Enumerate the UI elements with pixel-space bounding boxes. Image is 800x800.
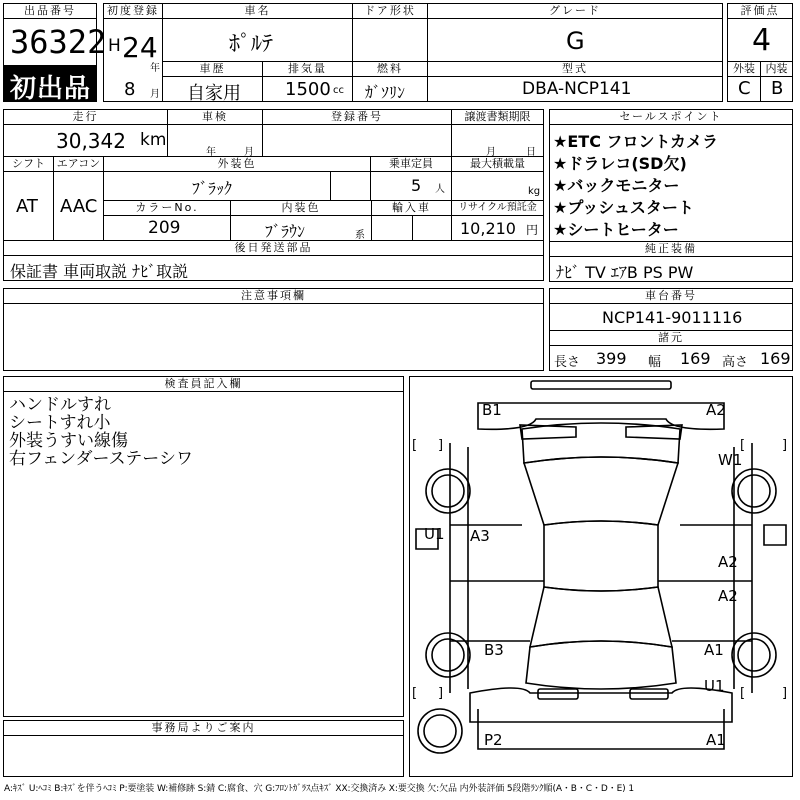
damage-diagram-frame xyxy=(409,376,793,777)
later-parts: 保証書 車両取説 ﾅﾋﾞ取説 xyxy=(10,262,189,281)
aircon-cell xyxy=(53,171,104,241)
int-color-suffix: 系 xyxy=(355,230,365,241)
sales-point-item: ★プッシュスタート xyxy=(553,198,694,217)
sales-point-item: ★ドラレコ(SD欠) xyxy=(553,154,687,173)
chassis-header: 車台番号 xyxy=(549,288,793,304)
aircon-header: エアコン xyxy=(53,156,104,172)
int-color-header: 内装色 xyxy=(230,200,372,216)
displacement-header: 排気量 xyxy=(262,61,353,77)
score-cell xyxy=(727,18,793,62)
sales-point-item: ★シートヒーター xyxy=(553,220,679,239)
registration-year: 24 xyxy=(122,31,158,64)
rear-bumper-outline xyxy=(478,709,724,749)
first-listing-label: 初出品 xyxy=(10,74,92,104)
int-color: ﾌﾞﾗｳﾝ xyxy=(265,222,306,241)
fuel: ｶﾞｿﾘﾝ xyxy=(365,83,406,102)
car-name-cell xyxy=(162,18,353,62)
registration-era: H xyxy=(108,36,121,56)
mileage-unit: km xyxy=(140,130,167,150)
front-bumper-strip xyxy=(531,381,671,389)
length-label: 長さ xyxy=(554,355,581,370)
inspection-cell xyxy=(167,124,263,157)
left-bracket-bottom: [ xyxy=(412,686,418,701)
later-parts-cell xyxy=(3,255,544,281)
genuine-equipment-cell xyxy=(549,256,793,282)
history-cell xyxy=(162,76,263,102)
ext-color-header: 外装色 xyxy=(103,156,371,172)
inspector-note-line: シートすれ小 xyxy=(9,413,111,433)
right-bracket-bottom: [ xyxy=(740,686,746,701)
import-cell xyxy=(371,215,452,241)
chassis-cell xyxy=(549,303,793,331)
front-right-wheel-inner xyxy=(738,475,770,507)
right-bracket-top: [ xyxy=(740,438,746,453)
genuine-equipment: ﾅﾋﾞ TV ｴｱB PS PW xyxy=(556,263,694,282)
model-code: DBA-NCP141 xyxy=(522,79,632,99)
chassis-number: NCP141-9011116 xyxy=(602,308,743,327)
inspection-header: 車検 xyxy=(167,109,263,125)
model-code-header: 型式 xyxy=(427,61,723,77)
int-color-cell xyxy=(230,215,372,241)
inspector-note-line: 右フェンダーステーシワ xyxy=(9,449,193,469)
mark-b1: B1 xyxy=(482,401,502,419)
grade: G xyxy=(566,27,585,55)
registration-month: 8 xyxy=(124,79,136,100)
capacity-unit: 人 xyxy=(435,184,445,195)
recycle-unit: 円 xyxy=(526,223,539,237)
import-divider xyxy=(412,216,413,240)
mark-w1: W1 xyxy=(718,451,743,469)
trunk-outline xyxy=(526,641,676,689)
exterior-grade-cell xyxy=(727,76,761,102)
mileage-cell xyxy=(3,124,168,157)
mark-p2: P2 xyxy=(484,731,503,749)
transfer-month-unit: 月 xyxy=(486,147,496,157)
left-bracket-top-close: ] xyxy=(438,438,444,453)
right-headlight xyxy=(626,425,682,439)
score: 4 xyxy=(752,23,772,58)
grade-cell xyxy=(427,18,723,62)
registration-number-cell xyxy=(262,124,452,157)
history: 自家用 xyxy=(187,83,241,102)
exterior-grade-header: 外装 xyxy=(727,61,761,77)
interior-grade-cell xyxy=(760,76,793,102)
length-value: 399 xyxy=(596,349,627,368)
rear-left-light xyxy=(538,689,578,699)
capacity: 5 xyxy=(411,176,422,195)
capacity-cell xyxy=(370,171,452,201)
max-load-header: 最大積載量 xyxy=(451,156,544,172)
exterior-grade: C xyxy=(738,78,751,99)
shift: AT xyxy=(16,196,38,217)
later-parts-header: 後日発送部品 xyxy=(3,240,544,256)
displacement-unit: cc xyxy=(333,85,344,96)
rear-window-outline xyxy=(530,587,672,647)
score-header: 評価点 xyxy=(727,3,793,19)
max-load-unit: kg xyxy=(528,186,541,197)
sales-points-cell xyxy=(549,124,793,242)
recycle-header: リサイクル預託金 xyxy=(451,200,544,216)
interior-grade-header: 内装 xyxy=(760,61,793,77)
mark-a2-right1: A2 xyxy=(718,553,738,571)
inspector-note-line: 外装うすい線傷 xyxy=(9,431,128,451)
capacity-header: 乗車定員 xyxy=(370,156,452,172)
color-no-header: カラーNo. xyxy=(103,200,231,216)
lot-number-header: 出品番号 xyxy=(3,3,97,19)
rear-right-wheel-inner xyxy=(738,639,770,671)
inspector-note-line: ハンドルすれ xyxy=(9,395,111,415)
legend-text: A:ｷｽﾞ U:ﾍｺﾐ B:ｷｽﾞを伴うﾍｺﾐ P:要塗装 W:補修跡 S:錆 C:腐食、穴 G:ﾌﾛﾝﾄｶﾞﾗｽ点ｷｽﾞ XX:交換済み X:要交換 欠:欠品 内外装評価 5段階ﾗﾝｸ順(A・B・C・D・E) 1 xyxy=(4,784,634,794)
rear-body-outline xyxy=(470,688,732,722)
sales-point-item: ★ETC フロントカメラ xyxy=(553,132,719,151)
roof-outline xyxy=(544,521,658,591)
transfer-deadline-header: 譲渡書類期限 xyxy=(451,109,544,125)
mark-a2-top: A2 xyxy=(706,401,726,419)
history-header: 車歴 xyxy=(162,61,263,77)
right-bracket-top-close: ] xyxy=(782,438,788,453)
first-registration-box xyxy=(103,18,163,102)
car-damage-diagram xyxy=(410,377,792,776)
height-value: 169 xyxy=(760,349,791,368)
door-type-cell xyxy=(352,18,428,62)
width-label: 幅 xyxy=(648,355,662,370)
first-listing-badge xyxy=(3,66,97,102)
right-bracket-bottom-close: ] xyxy=(782,686,788,701)
interior-grade: B xyxy=(771,78,784,99)
office-notice-header: 事務局よりご案内 xyxy=(3,720,404,736)
inspection-year-unit: 年 xyxy=(206,147,216,157)
displacement-cell xyxy=(262,76,353,102)
first-registration-header: 初度登録 xyxy=(103,3,163,19)
windshield-outline xyxy=(524,457,678,525)
dimensions-cell xyxy=(549,345,793,371)
model-code-cell xyxy=(427,76,723,102)
front-body-outline xyxy=(478,403,724,429)
import-header: 輸入車 xyxy=(371,200,452,216)
office-notice-cell xyxy=(3,735,404,777)
mark-a1-bottom: A1 xyxy=(706,731,726,749)
left-headlight xyxy=(520,425,576,439)
lot-number: 36322 xyxy=(10,23,107,61)
color-no-cell xyxy=(103,215,231,241)
mark-u1-right: U1 xyxy=(704,677,725,695)
mark-a2-right2: A2 xyxy=(718,587,738,605)
mark-a3: A3 xyxy=(470,527,490,545)
max-load-cell xyxy=(451,171,544,201)
front-left-wheel-inner xyxy=(432,475,464,507)
inspection-month-unit: 月 xyxy=(244,147,254,157)
ext-color-cell xyxy=(103,171,371,201)
genuine-equipment-header: 純正装備 xyxy=(549,241,793,257)
inspector-notes-header: 検査員記入欄 xyxy=(3,376,404,392)
mark-a1-right: A1 xyxy=(704,641,724,659)
aircon: AAC xyxy=(60,196,98,217)
transfer-deadline-cell xyxy=(451,124,544,157)
left-bracket-bottom-close: ] xyxy=(438,686,444,701)
mark-u1-left: U1 xyxy=(424,525,445,543)
sales-point-item: ★バックモニター xyxy=(553,176,680,195)
caution-cell xyxy=(3,303,544,371)
dimensions-header: 諸元 xyxy=(549,330,793,346)
width-value: 169 xyxy=(680,349,711,368)
grade-header: グレード xyxy=(427,3,723,19)
sales-points-header: セールスポイント xyxy=(549,109,793,125)
recycle-cell xyxy=(451,215,544,241)
fuel-header: 燃料 xyxy=(352,61,428,77)
car-name: ﾎﾟﾙﾃ xyxy=(229,32,274,57)
shift-cell xyxy=(3,171,54,241)
ext-color: ﾌﾞﾗｯｸ xyxy=(192,179,233,198)
caution-header: 注意事項欄 xyxy=(3,288,544,304)
fuel-cell xyxy=(352,76,428,102)
displacement: 1500 xyxy=(285,79,331,100)
color-no: 209 xyxy=(148,218,181,238)
mileage-header: 走行 xyxy=(3,109,168,125)
rear-right-light xyxy=(630,689,668,699)
left-bracket-top: [ xyxy=(412,438,418,453)
rear-left-wheel-inner xyxy=(432,639,464,671)
transfer-day-unit: 日 xyxy=(526,147,536,157)
spare-wheel-inner xyxy=(424,715,456,747)
inspector-notes-cell xyxy=(3,391,404,717)
door-type-header: ドア形状 xyxy=(352,3,428,19)
mileage-value: 30,342 xyxy=(56,129,126,153)
shift-header: シフト xyxy=(3,156,54,172)
lot-number-box xyxy=(3,18,107,66)
recycle-fee: 10,210 xyxy=(460,219,516,238)
mark-b3: B3 xyxy=(484,641,504,659)
registration-year-unit: 年 xyxy=(150,63,160,74)
height-label: 高さ xyxy=(722,355,749,370)
registration-number-header: 登録番号 xyxy=(262,109,452,125)
ext-color-divider xyxy=(330,172,331,200)
registration-month-unit: 月 xyxy=(150,89,160,100)
car-name-header: 車名 xyxy=(162,3,353,19)
right-mirror xyxy=(764,525,786,545)
